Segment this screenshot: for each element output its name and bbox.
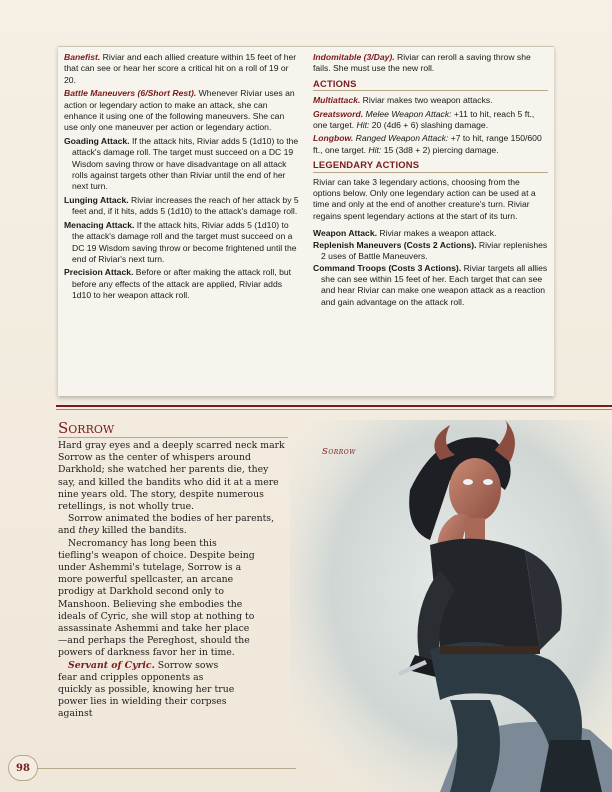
- action-greatsword: Greatsword. Melee Weapon Attack: +11 to hit, reach 5 ft., one target. Hit: 20 (4d6 + 6) slashing damage.: [313, 108, 535, 131]
- lore-column: [58, 420, 288, 721]
- lore-paragraph-4: Servant of Cyric. Sorrow sows fear and cripples opponents as quickly as possible, knowing her true power lies in wielding their corpses against: [58, 659, 235, 720]
- illustration-caption: Sorrow: [322, 447, 356, 457]
- actions-heading: ACTIONS: [313, 78, 548, 91]
- maneuver-lunging-attack: Lunging Attack. Riviar increases the reach of her attack by 5 feet and, if it hits, adds 5 (1d10) to the attack's damage roll.: [64, 194, 299, 217]
- sorrow-illustration: [290, 420, 612, 792]
- trait-indomitable: Indomitable (3/Day). Riviar can reroll a saving throw she fails. She must use the new roll.: [313, 52, 531, 74]
- lore-paragraph-1: Hard gray eyes and a deeply scarred neck mark Sorrow as the center of whispers around Darkhold; she watched her parents die, they say, and killed the bandits who did it at a mere nine years old. The story, despite numerous retellings, is not wholly true.: [58, 440, 285, 513]
- legendary-weapon-attack: Weapon Attack. Riviar makes a weapon attack.: [313, 228, 497, 239]
- action-multiattack: Multiattack. Riviar makes two weapon attacks.: [313, 95, 493, 106]
- section-divider-thin: [56, 409, 612, 410]
- maneuver-precision-attack: Precision Attack. Before or after making the attack roll, but before any effects of the attack are applied, Riviar adds 1d10 to her weapon attack roll.: [64, 267, 292, 301]
- legendary-command-troops: Command Troops (Costs 3 Actions). Riviar targets all allies she can see within 15 feet of her. Each target that can see and hear Riviar can make one weapon attack as a reaction and gain advantage on the attack roll.: [313, 262, 548, 307]
- stat-block-left-column: [64, 52, 299, 392]
- stat-block: [58, 46, 554, 396]
- trait-banefist: Banefist. Riviar and each allied creature within 15 feet of her that can see or hear her score a critical hit on a roll of 19 or 20.: [64, 52, 297, 85]
- legendary-actions-heading: LEGENDARY ACTIONS: [313, 159, 548, 172]
- stat-block-right-column: [313, 52, 548, 392]
- page-number: 98: [8, 755, 38, 781]
- maneuver-goading-attack: Goading Attack. If the attack hits, Riviar adds 5 (1d10) to the attack's damage roll. The target must succeed on a DC 19 Wisdom saving throw or have disadvantage on all attack rolls against targets other than Riviar until the end of her next turn.: [64, 135, 299, 192]
- section-divider: [56, 405, 612, 407]
- lore-paragraph-3: Necromancy has long been this tiefling's weapon of choice. Despite being under Ashemmi's tutelage, Sorrow is a more powerful spellcaster, an arcane prodigy at Darkhold second only to Manshoon. Believing she embodies the ideals of Cyric, she will stop at nothing to assassinate Ashemmi and take her place—and perhaps the Pereghost, should the powers of darkness favor her in time.: [58, 537, 255, 659]
- trait-battle-maneuvers: Battle Maneuvers (6/Short Rest). Whenever Riviar uses an action or legendary action to make an attack, she can enhance it using one of the following maneuvers. She can use only one maneuver per action or legendary action.: [64, 88, 295, 133]
- footer-rule: [36, 768, 296, 769]
- action-longbow: Longbow. Ranged Weapon Attack: +7 to hit, range 150/600 ft., one target. Hit: 15 (3d8 + 2) piercing damage.: [313, 133, 542, 155]
- maneuver-menacing-attack: Menacing Attack. If the attack hits, Riviar adds 5 (1d10) to the attack's damage roll and the target must succeed on a DC 19 Wisdom saving throw or become frightened until the end of Riviar's next turn.: [64, 219, 297, 264]
- section-heading-sorrow: Sorrow: [58, 420, 288, 438]
- legendary-replenish-maneuvers: Replenish Maneuvers (Costs 2 Actions). Riviar replenishes 2 uses of Battle Maneuvers.: [313, 239, 548, 262]
- legendary-intro: Riviar can take 3 legendary actions, choosing from the options below. Only one legendary action can be used at a time and only at the end of another creature's turn. Riviar regains spent legendary actions at the start of its turn.: [313, 176, 536, 221]
- lore-paragraph-2: Sorrow animated the bodies of her parents, and they killed the bandits.: [58, 513, 275, 537]
